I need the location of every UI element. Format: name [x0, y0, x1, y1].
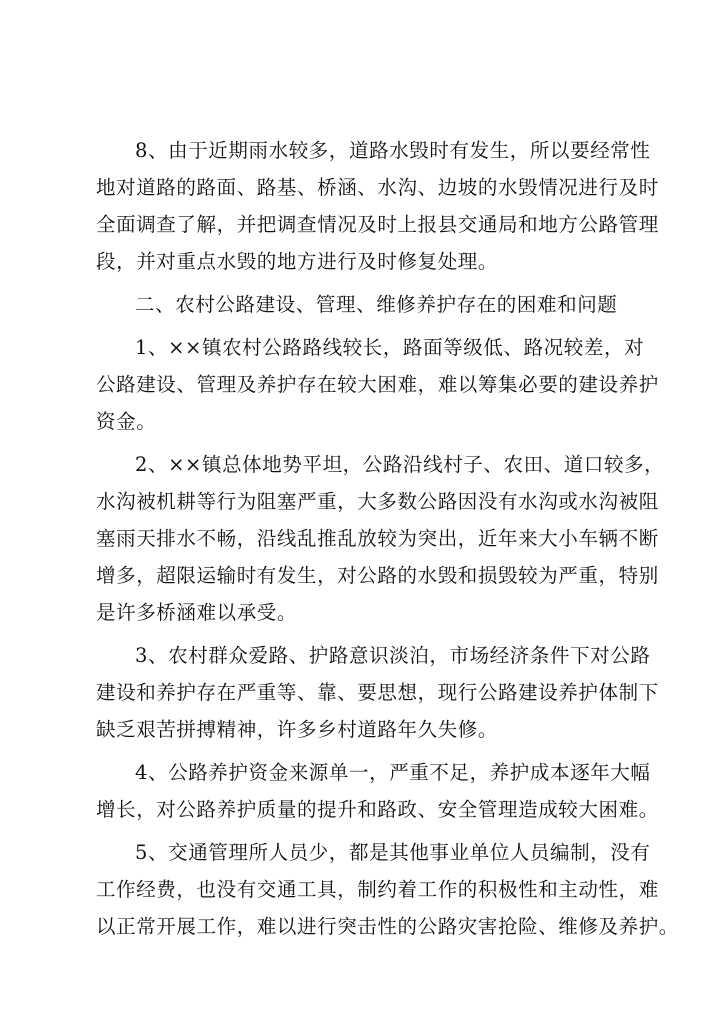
- text-line: 段，并对重点水毁的地方进行及时修复处理。: [96, 250, 499, 273]
- paragraph-problem-5: [96, 834, 679, 945]
- text-line: 地对道路的路面、路基、桥涵、水沟、边坡的水毁情况进行及时: [96, 176, 659, 199]
- text-line: 8、由于近期雨水较多，道路水毁时有发生，所以要经常性: [135, 139, 651, 162]
- text-line: 建设和养护存在严重等、靠、要思想，现行公路建设养护体制下: [96, 681, 659, 704]
- paragraph-problem-3: [96, 637, 659, 748]
- paragraph-problem-1: [96, 329, 659, 440]
- paragraph-problem-4: [96, 754, 659, 828]
- text-line: 增多，超限运输时有发生，对公路的水毁和损毁较为严重，特别: [96, 564, 659, 587]
- text-line: 增长，对公路养护质量的提升和路政、安全管理造成较大困难。: [96, 798, 659, 821]
- text-line: 1、××镇农村公路路线较长，路面等级低、路况较差，对: [135, 336, 645, 359]
- text-line: 4、公路养护资金来源单一，严重不足，养护成本逐年大幅: [135, 761, 651, 784]
- paragraph-item-8: [96, 132, 659, 280]
- paragraph-problem-2: [96, 446, 665, 631]
- text-line: 资金。: [96, 410, 157, 433]
- text-line: 以正常开展工作，难以进行突击性的公路灾害抢险、维修及养护。: [96, 915, 679, 938]
- text-line: 2、××镇总体地势平坦，公路沿线村子、农田、道口较多，: [135, 453, 665, 476]
- text-line: 是许多桥涵难以承受。: [96, 601, 298, 624]
- text-line: 5、交通管理所人员少，都是其他事业单位人员编制，没有: [135, 841, 651, 864]
- text-line: 缺乏艰苦拼搏精神，许多乡村道路年久失修。: [96, 718, 499, 741]
- text-line: 水沟被机耕等行为阻塞严重，大多数公路因没有水沟或水沟被阻: [96, 490, 659, 513]
- text-line: 公路建设、管理及养护存在较大困难，难以筹集必要的建设养护: [96, 373, 659, 396]
- text-line: 塞雨天排水不畅，沿线乱推乱放较为突出，近年来大小车辆不断: [96, 527, 659, 550]
- document-body: [96, 132, 679, 951]
- text-line: 全面调查了解，并把调查情况及时上报县交通局和地方公路管理: [96, 213, 659, 236]
- section-heading: 二、农村公路建设、管理、维修养护存在的困难和问题: [135, 293, 618, 316]
- text-line: 工作经费，也没有交通工具，制约着工作的积极性和主动性，难: [96, 878, 659, 901]
- text-line: 3、农村群众爱路、护路意识淡泊，市场经济条件下对公路: [135, 644, 651, 667]
